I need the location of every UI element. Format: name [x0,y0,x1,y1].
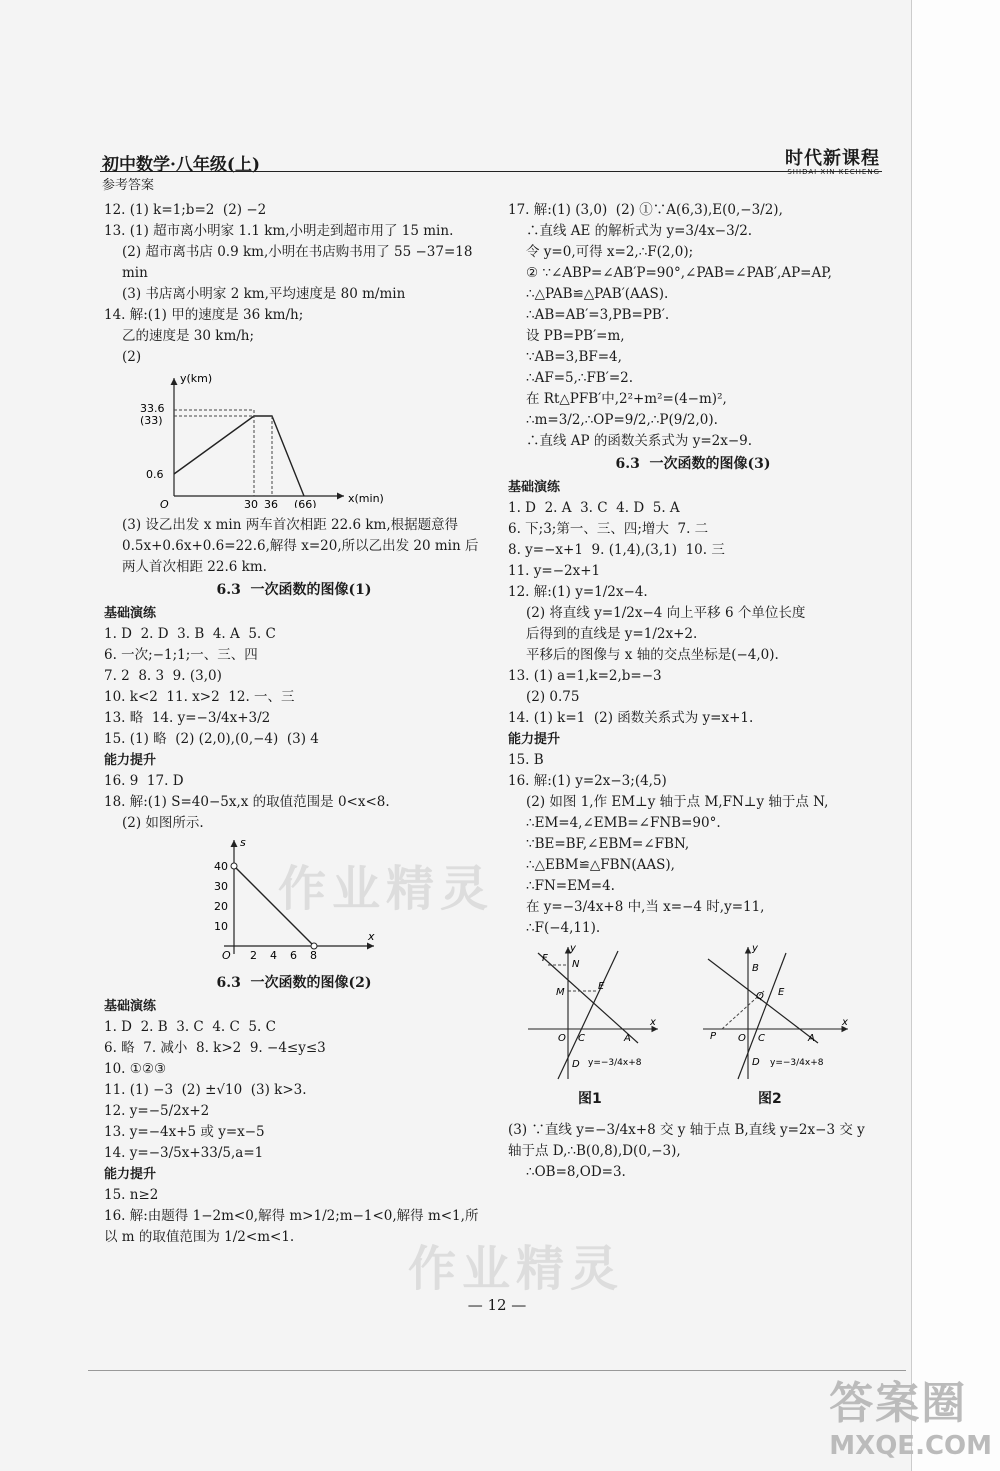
answer-line: ∴△PAB≌△PAB′(AAS). [526,286,669,302]
answer-line: 15. B [508,752,544,768]
fig2-A: A [808,1033,815,1044]
graph2-xlabel: x [368,930,375,943]
graph2-y20: 20 [214,900,228,913]
answer-line: 16. 9 17. D [104,773,184,789]
answer-line: 在 y=−3/4x+8 中,当 x=−4 时,y=11, [526,899,765,915]
answer-line: 13. (1) a=1,k=2,b=−3 [508,668,662,684]
answer-line: (3) ∵直线 y=−3/4x+8 交 y 轴于点 B,直线 y=2x−3 交 y 轴于点 D,∴B(0,8),D(0,−3), [508,1122,870,1159]
graph1-tick-33: (33) [140,414,163,427]
answer-line: (3) 设乙出发 x min 两车首次相距 22.6 km,根据题意得 0.5x+0.6x+0.6=22.6,解得 x=20,所以乙出发 20 min 后两人首次相距 22.6 km. [122,517,479,575]
answer-line: 令 y=0,可得 x=2,∴F(2,0); [526,244,694,260]
answer-line: 平移后的图像与 x 轴的交点坐标是(−4,0). [526,647,779,663]
fig1-F: F [542,953,548,964]
subsection-title: 基础演练 [104,606,157,621]
answer-line: 12. y=−5/2x+2 [104,1103,210,1119]
fig1-N: N [572,959,580,970]
answer-line: 乙的速度是 30 km/h; [122,328,255,344]
right-column [508,200,878,1183]
graph1-ylabel: y(km) [180,372,213,385]
fig1-y-label: y [570,943,576,954]
fig2-O: O [738,1033,746,1044]
brand-pinyin: SHIDAI XIN KECHENG [787,168,880,176]
answer-line: 在 Rt△PFB′中,2²+m²=(4−m)², [526,391,727,407]
fig1-C: C [578,1033,585,1044]
answer-line: ∴OB=8,OD=3. [526,1164,626,1180]
graph1-tick-336: 33.6 [140,402,165,415]
corner-logo [829,1367,992,1461]
answer-line: 17. 解:(1) (3,0) (2) ①∵A(6,3),E(0,−3/2), [508,202,783,218]
page-number: — 12 — [467,1296,527,1314]
subsection-title: 能力提升 [508,732,561,747]
answer-line: 1. D 2. D 3. B 4. A 5. C [104,626,276,642]
answer-line: 15. (1) 略 (2) (2,0),(0,−4) (3) 4 [104,731,319,747]
fig1-caption: 图1 [578,1091,602,1107]
answer-line: 11. (1) −3 (2) ±√10 (3) k>3. [104,1082,307,1098]
answer-line: 18. 解:(1) S=40−5x,x 的取值范围是 0<x<8. [104,794,390,810]
fig2-E: E [778,987,785,998]
graph2-x6: 6 [290,949,297,962]
subsection-title: 基础演练 [104,999,157,1014]
section-title: 6.3 一次函数的图像(2) [216,975,372,991]
watermark: 作业精灵 [408,1241,625,1297]
answer-line: 14. 解:(1) 甲的速度是 36 km/h; [104,307,304,323]
answer-line: ∴FN=EM=4. [526,878,615,894]
left-column [104,200,484,1248]
graph2-x2: 2 [250,949,257,962]
fig2-P: P [710,1031,717,1042]
graph2-y10: 10 [214,920,228,933]
graph2-y40: 40 [214,860,228,873]
answer-line: ∴直线 AE 的解析式为 y=3/4x−3/2. [526,223,753,239]
figures-1-2 [508,939,878,1107]
answer-line: 1. D 2. B 3. C 4. C 5. C [104,1019,276,1035]
answer-line: 12. (1) k=1;b=2 (2) −2 [104,202,267,218]
fig1-equation: y=−3/4x+8 [588,1058,642,1068]
graph1-tick-30: 30 [244,498,258,508]
answer-line: 后得到的直线是 y=1/2x+2. [526,626,698,642]
answer-line: 10. k<2 11. x>2 12. 一、三 [104,689,295,705]
fig2-C: C [758,1033,765,1044]
page-bottom-rule [88,1370,906,1371]
graph2-x8: 8 [310,949,317,962]
fig2-y-label: y [752,943,758,954]
answer-line: 6. 下;3;第一、三、四;增大 7. 二 [508,521,709,537]
graph1-tick-36: 36 [264,498,278,508]
answer-line: ∴△EBM≌△FBN(AAS), [526,857,675,873]
fig2-x-label: x [842,1017,848,1028]
graph1-tick-06: 0.6 [146,468,164,481]
graph2-y30: 30 [214,880,228,893]
fig2-caption: 图2 [758,1091,782,1107]
fig1-A: A [624,1033,631,1044]
graph2-ylabel: s [240,836,246,849]
answer-line: 16. 解:(1) y=2x−3;(4,5) [508,773,667,789]
header-rule [100,171,882,172]
answer-line: 1. D 2. A 3. C 4. D 5. A [508,500,680,516]
answer-line: 6. 略 7. 减小 8. k>2 9. −4≤y≤3 [104,1040,326,1056]
answer-line: (2) [122,349,142,365]
graph1-xlabel: x(min) [348,492,384,505]
fig2-Q: Q [756,991,764,1002]
answer-line: 13. (1) 超市离小明家 1.1 km,小明走到超市用了 15 min. [104,223,454,239]
section-title: 6.3 一次函数的图像(3) [615,456,771,472]
section-title: 6.3 一次函数的图像(1) [216,582,372,598]
answer-line: ∴EM=4,∠EMB=∠FNB=90°. [526,815,721,831]
answer-line: (2) 超市离书店 0.9 km,小明在书店购书用了 55 −37=18 min [122,244,477,281]
fig2-D: D [752,1057,760,1068]
answer-line: (2) 如图所示. [122,815,204,831]
book-title: 初中数学·八年级(上) [102,155,261,175]
brand-logo: 时代新课程 [785,148,880,169]
subsection-title: 基础演练 [508,480,561,495]
answer-line: 13. 略 14. y=−3/4x+3/2 [104,710,271,726]
answer-line: 10. ①②③ [104,1061,167,1077]
fig2-B: B [752,963,759,974]
answer-line: (3) 书店离小明家 2 km,平均速度是 80 m/min [122,286,406,302]
watermark: 作业精灵 [278,861,495,917]
answer-line: ② ∵∠ABP=∠AB′P=90°,∠PAB=∠PAB′,AP=AP, [526,265,832,281]
answer-line: ∴AB=AB′=3,PB=PB′. [526,307,670,323]
fig2-equation: y=−3/4x+8 [770,1058,824,1068]
answer-line: ∵AB=3,BF=4, [526,349,622,365]
answer-line: 13. y=−4x+5 或 y=x−5 [104,1124,265,1140]
answer-line: 11. y=−2x+1 [508,563,601,579]
answer-line: 设 PB=PB′=m, [526,328,625,344]
answer-line: 7. 2 8. 3 9. (3,0) [104,668,222,684]
answer-line: (2) 0.75 [526,689,580,705]
answer-line: 15. n≥2 [104,1187,159,1203]
subsection-title: 能力提升 [104,753,157,768]
fig1-O: O [558,1033,566,1044]
answer-line: 8. y=−x+1 9. (1,4),(3,1) 10. 三 [508,542,725,558]
answer-line: (2) 将直线 y=1/2x−4 向上平移 6 个单位长度 [526,605,806,621]
book-subtitle: 参考答案 [102,178,155,193]
answer-line: (2) 如图 1,作 EM⊥y 轴于点 M,FN⊥y 轴于点 N, [526,794,829,810]
answer-page [88,140,906,1380]
answer-line: 6. 一次;−1;1;一、三、四 [104,647,258,663]
fig1-D: D [572,1059,580,1070]
answer-line: ∴直线 AP 的函数关系式为 y=2x−9. [526,433,753,449]
adjacent-page-edge [911,0,1000,1471]
graph2-x4: 4 [270,949,277,962]
answer-line: ∵BE=BF,∠EBM=∠FBN, [526,836,690,852]
fig1-M: M [556,987,565,998]
answer-line: 14. (1) k=1 (2) 函数关系式为 y=x+1. [508,710,754,726]
answer-line: ∴F(−4,11). [526,920,601,936]
corner-logo-url: MXQE.COM [829,1431,992,1461]
answer-line: ∴m=3/2,∴OP=9/2,∴P(9/2,0). [526,412,718,428]
corner-logo-text: 答案圈 [829,1378,968,1429]
answer-line: 12. 解:(1) y=1/2x−4. [508,584,648,600]
graph1-tick-66: (66) [294,498,317,508]
answer-line: 16. 解:由题得 1−2m<0,解得 m>1/2;m−1<0,解得 m<1,所以 m 的取值范围为 1/2<m<1. [104,1208,479,1245]
answer-line: ∴AF=5,∴FB′=2. [526,370,634,386]
fig1-E: E [598,981,605,992]
graph1-origin: O [160,498,169,508]
graph2-origin: O [222,949,231,962]
distance-time-graph [104,368,484,515]
fig1-x-label: x [650,1017,656,1028]
answer-line: 14. y=−3/5x+33/5,a=1 [104,1145,264,1161]
subsection-title: 能力提升 [104,1167,157,1182]
